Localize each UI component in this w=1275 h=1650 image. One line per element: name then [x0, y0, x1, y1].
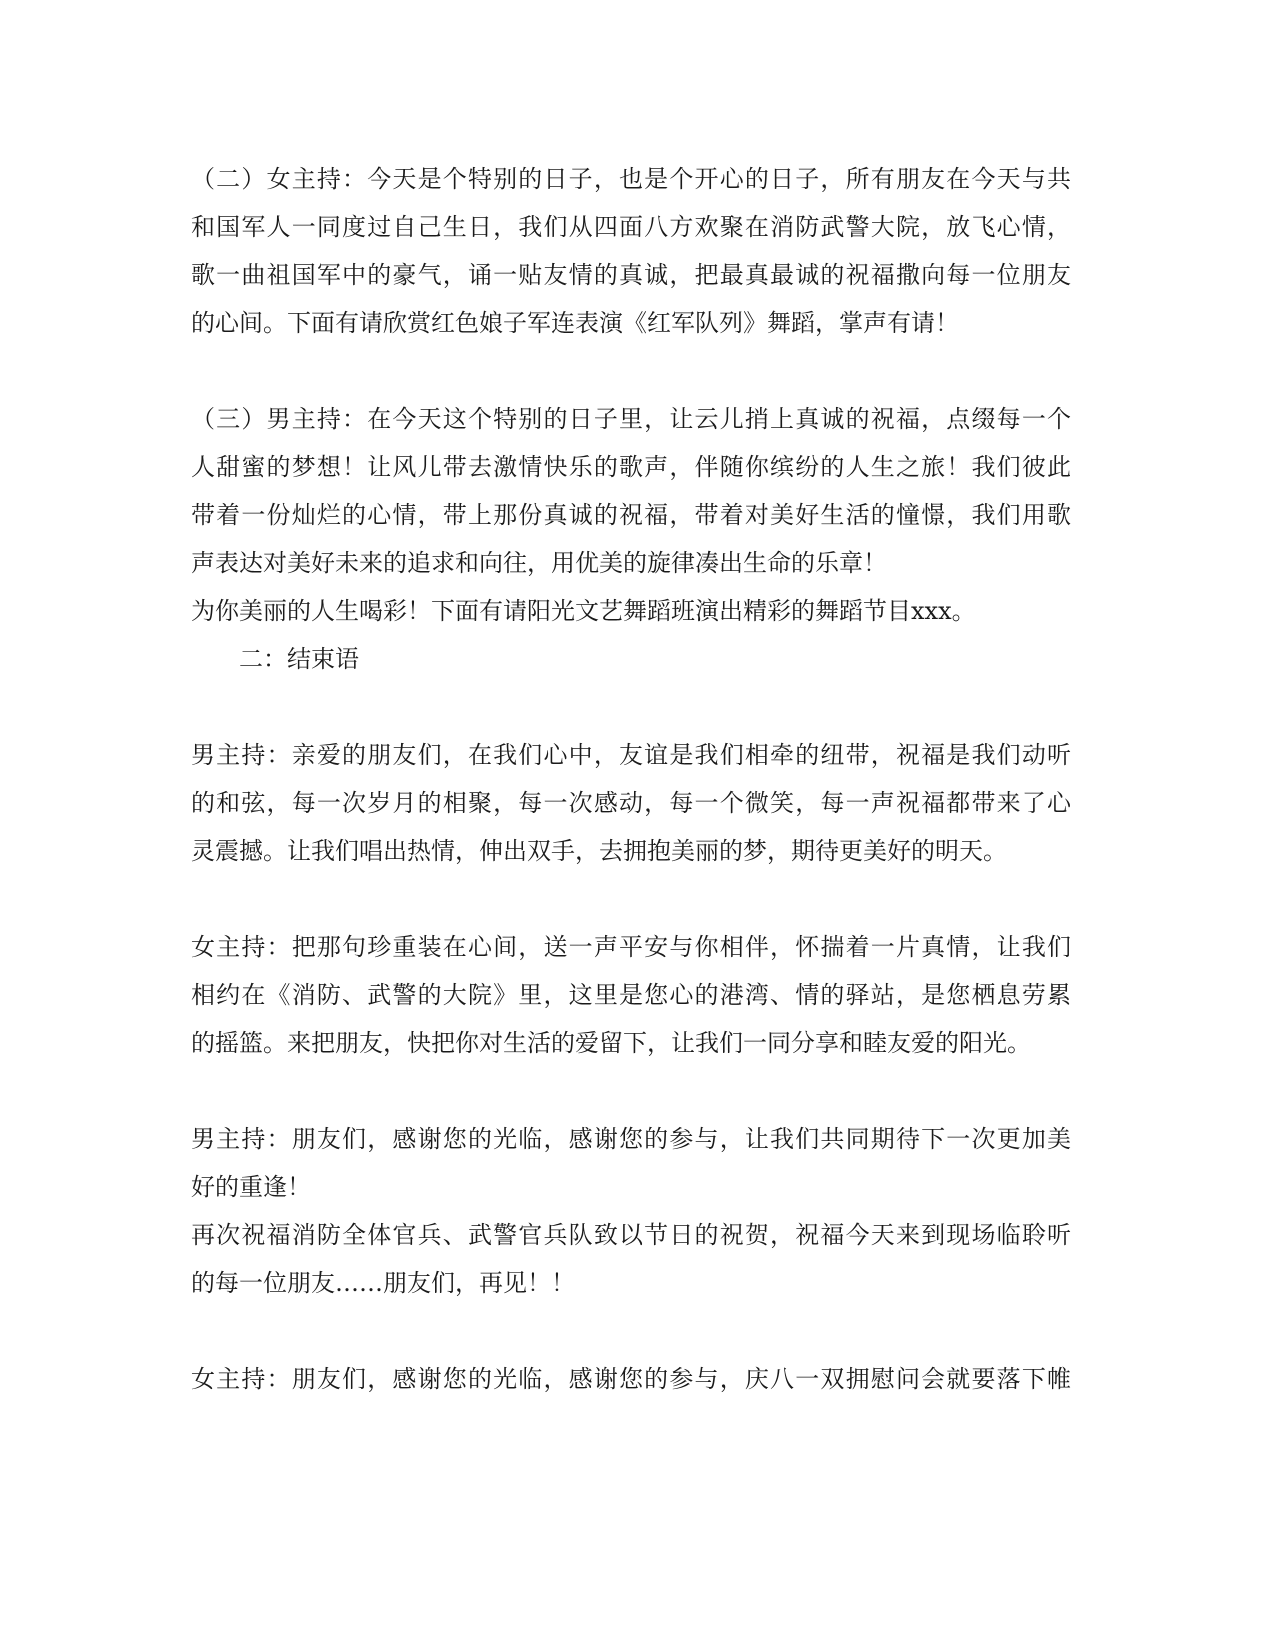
- text-line: （三）男主持：在今天这个特别的日子里，让云儿捎上真诚的祝福，点缀每一个: [191, 405, 1071, 433]
- paragraph-male-host-closing-2: [191, 1115, 1071, 1307]
- paragraph-female-host-final: [191, 1355, 1071, 1403]
- paragraph-male-host-3: [191, 395, 1071, 635]
- paragraph-female-host-2: [191, 155, 1071, 347]
- paragraph-spacer: [191, 875, 1071, 923]
- text-line: 女主持：朋友们，感谢您的光临，感谢您的参与，庆八一双拥慰问会就要落下帷: [191, 1365, 1071, 1393]
- paragraph-female-host-closing: [191, 923, 1071, 1067]
- text-line: 男主持：亲爱的朋友们，在我们心中，友谊是我们相牵的纽带，祝福是我们动听: [191, 741, 1071, 769]
- text-line: 的心间。下面有请欣赏红色娘子军连表演《红军队列》舞蹈，掌声有请！: [191, 309, 959, 337]
- paragraph-spacer: [191, 1067, 1071, 1115]
- paragraph-spacer: [191, 1307, 1071, 1355]
- text-line: 女主持：把那句珍重装在心间，送一声平安与你相伴，怀揣着一片真情，让我们: [191, 933, 1071, 961]
- document-body: [191, 155, 1071, 1403]
- text-line: 的每一位朋友……朋友们，再见！！: [191, 1269, 575, 1297]
- text-line: 灵震撼。让我们唱出热情，伸出双手，去拥抱美丽的梦，期待更美好的明天。: [191, 837, 1007, 865]
- text-line: 男主持：朋友们，感谢您的光临，感谢您的参与，让我们共同期待下一次更加美: [191, 1125, 1071, 1153]
- text-line: 相约在《消防、武警的大院》里，这里是您心的港湾、情的驿站，是您栖息劳累: [191, 981, 1071, 1009]
- text-line: 带着一份灿烂的心情，带上那份真诚的祝福，带着对美好生活的憧憬，我们用歌: [191, 501, 1071, 529]
- text-line: 的摇篮。来把朋友，快把你对生活的爱留下，让我们一同分享和睦友爱的阳光。: [191, 1029, 1031, 1057]
- text-line: （二）女主持：今天是个特别的日子，也是个开心的日子，所有朋友在今天与共: [191, 165, 1071, 193]
- text-line: 为你美丽的人生喝彩！下面有请阳光文艺舞蹈班演出精彩的舞蹈节目xxx。: [191, 597, 976, 625]
- text-line: 声表达对美好未来的追求和向往，用优美的旋律凑出生命的乐章！: [191, 549, 887, 577]
- text-line: 人甜蜜的梦想！让风儿带去激情快乐的歌声，伴随你缤纷的人生之旅！我们彼此: [191, 453, 1071, 481]
- text-line: 歌一曲祖国军中的豪气，诵一贴友情的真诚，把最真最诚的祝福撒向每一位朋友: [191, 261, 1071, 289]
- text-line: 好的重逢！: [191, 1173, 311, 1201]
- paragraph-male-host-closing-1: [191, 731, 1071, 875]
- text-line: 再次祝福消防全体官兵、武警官兵队致以节日的祝贺，祝福今天来到现场临聆听: [191, 1221, 1071, 1249]
- text-line: 和国军人一同度过自己生日，我们从四面八方欢聚在消防武警大院，放飞心情，: [191, 213, 1071, 241]
- text-line: 的和弦，每一次岁月的相聚，每一次感动，每一个微笑，每一声祝福都带来了心: [191, 789, 1071, 817]
- paragraph-spacer: [191, 347, 1071, 395]
- paragraph-spacer: [191, 683, 1071, 731]
- section-heading: 二：结束语: [239, 645, 359, 673]
